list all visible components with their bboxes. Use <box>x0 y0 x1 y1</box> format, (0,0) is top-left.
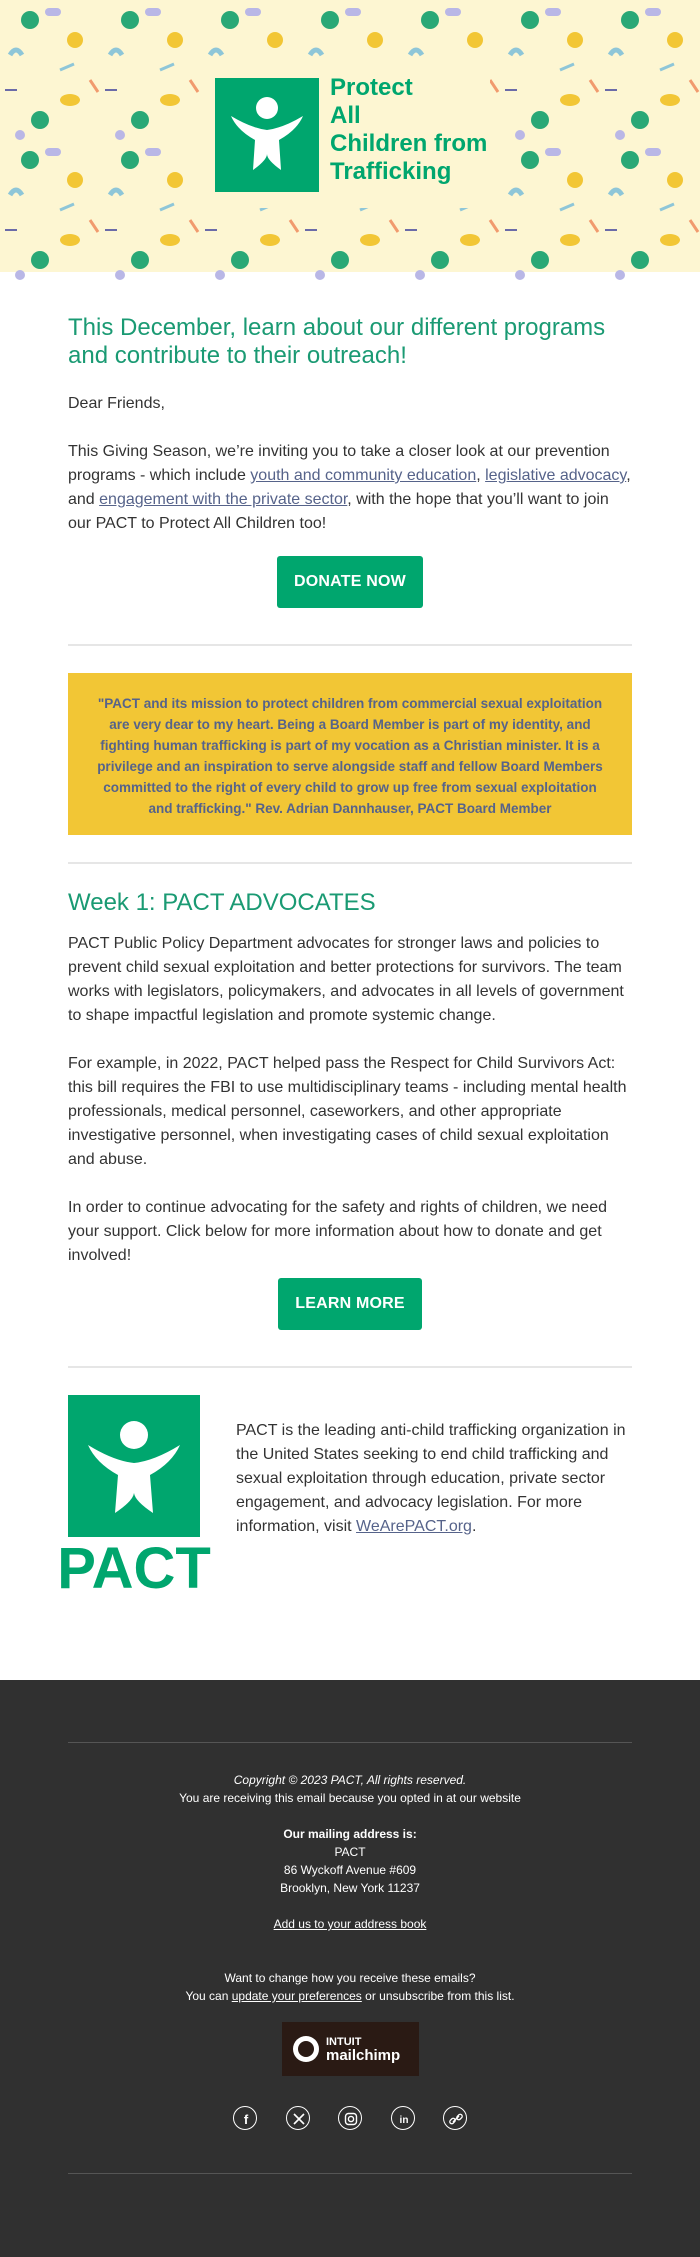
opt-in-reason: You are receiving this email because you opted in at our website <box>179 1791 521 1805</box>
mailing-street: 86 Wyckoff Avenue #609 <box>283 1863 417 1877</box>
address-book-line <box>68 1915 632 1933</box>
facebook-icon[interactable] <box>233 2106 257 2130</box>
intro-body-end: , with the hope that you’ll want to join our PACT to Protect All Children too! <box>68 491 609 532</box>
copyright: Copyright © 2023 PACT, All rights reserved. <box>233 1773 467 1787</box>
mailing-org: PACT <box>334 1845 366 1859</box>
divider <box>68 644 632 646</box>
pact-logo-graphic <box>57 1395 211 1601</box>
logo-wordmark <box>330 74 487 186</box>
intuit-text: INTUIT <box>326 2036 362 2048</box>
x-icon[interactable] <box>286 2106 310 2130</box>
you-can-text: You can <box>185 1989 232 2003</box>
mailchimp-badge[interactable] <box>282 2022 419 2076</box>
about-end: . <box>471 1518 477 1535</box>
change-emails-question: Want to change how you receive these emails? <box>224 1971 476 1985</box>
logo-line-trafficking: Trafficking <box>330 158 452 185</box>
wearepact-link[interactable]: WeArePACT.org <box>356 1518 472 1535</box>
logo-line-protect: Protect <box>330 74 413 101</box>
separator: , and <box>68 467 631 508</box>
logo-line-children: Children from <box>330 130 488 157</box>
about-pact <box>236 1419 632 1539</box>
week1-title: Week 1: PACT ADVOCATES <box>68 889 376 916</box>
greeting: Dear Friends, <box>68 395 165 412</box>
intro-body <box>68 440 632 536</box>
testimonial-quote-box <box>68 673 632 835</box>
mailchimp-text: mailchimp <box>326 2047 401 2064</box>
divider <box>68 862 632 864</box>
about-text: PACT is the leading anti-child trafficking organization in the United States seeking to end child trafficking and sexual exploitation through education, private sector engagement, and advocacy legislation. For more information, visit <box>236 1422 626 1535</box>
logo-line-all: All <box>330 102 361 129</box>
unsubscribe-text: or unsubscribe from this list. <box>361 1989 515 2003</box>
week1-paragraph-2: For example, in 2022, PACT helped pass the Respect for Child Survivors Act: this bill requires the FBI to use multidisciplinary teams - including mental health professionals, medical personnel, caseworkers, and other appropriate investigative personnel, when investigating cases of child sexual exploitation and abuse. <box>68 1055 627 1168</box>
testimonial-quote-text: "PACT and its mission to protect children from commercial sexual exploitation are very dear to my heart. Being a Board Member is part of my identity, and fighting human trafficking is part of my vocation as a Christian minister. It is a privilege and an inspiration to serve alongside staff and fellow Board Members committed to the right of every child to grow up free from sexual exploitation and trafficking." Rev. Adrian Dannhauser, PACT Board Member <box>97 696 603 816</box>
hero-banner <box>0 0 700 272</box>
pact-logo-word: PACT <box>57 1536 211 1601</box>
intro-headline: This December, learn about our different programs and contribute to their outreach! <box>68 314 606 369</box>
link-icon[interactable] <box>443 2106 467 2130</box>
pact-logo-mark <box>215 78 319 192</box>
preferences-line <box>68 1987 632 2005</box>
add-to-address-book-link[interactable]: Add us to your address book <box>273 1917 427 1931</box>
pact-logo <box>57 1395 211 1601</box>
separator: , <box>476 467 486 484</box>
private-sector-link[interactable]: engagement with the private sector <box>99 491 348 508</box>
update-preferences-link[interactable]: update your preferences <box>231 1989 362 2003</box>
svg-text:in: in <box>399 2115 409 2126</box>
intro-body-text: This Giving Season, we’re inviting you to take a closer look at our prevention programs - which include <box>68 443 610 484</box>
footer-divider-bottom <box>68 2173 632 2174</box>
mailing-address-label: Our mailing address is: <box>283 1827 417 1841</box>
divider <box>68 1366 632 1368</box>
instagram-icon[interactable] <box>338 2106 362 2130</box>
week1-paragraph-1: PACT Public Policy Department advocates for stronger laws and policies to prevent child sexual exploitation and better protections for survivors. The team works with legislators, policymakers, and advocates in all levels of government to shape impactful legislation and promote systemic change. <box>68 935 624 1024</box>
legislative-advocacy-link[interactable]: legislative advocacy <box>485 467 627 484</box>
footer-divider <box>68 1742 632 1743</box>
linkedin-icon[interactable] <box>391 2106 415 2130</box>
mailing-city: Brooklyn, New York 11237 <box>280 1881 420 1895</box>
youth-education-link[interactable]: youth and community education <box>250 467 477 484</box>
learn-more-button[interactable]: LEARN MORE <box>278 1278 422 1330</box>
donate-now-button[interactable]: DONATE NOW <box>277 556 423 608</box>
week1-paragraph-3: In order to continue advocating for the safety and rights of children, we need your support. Click below for more information about how to donate and get involved! <box>68 1199 607 1264</box>
svg-text:f: f <box>243 2112 249 2127</box>
